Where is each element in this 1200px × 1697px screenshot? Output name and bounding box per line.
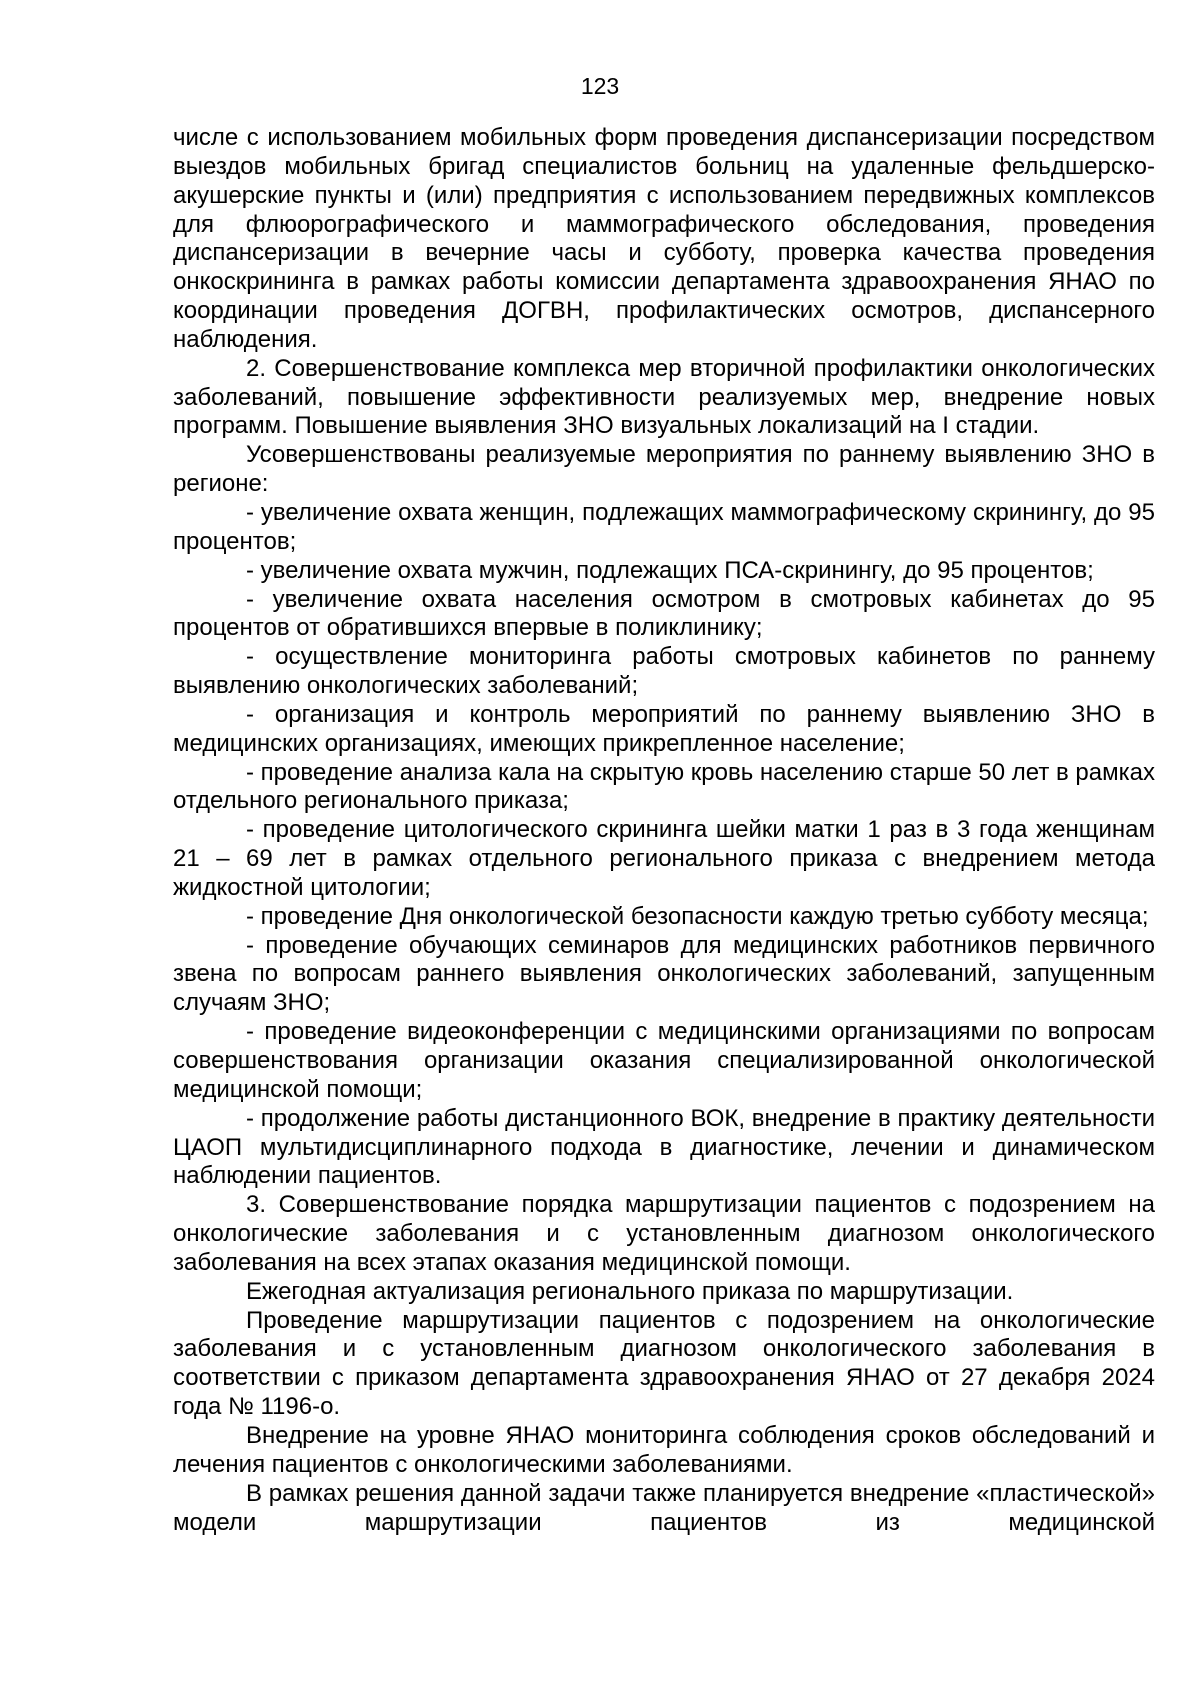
paragraph-task-2-heading: 2. Совершенствование комплекса мер вторичной профилактики онкологических заболеваний, повышение эффективности реализуемых мер, внедрение новых программ. Повышение выявления ЗНО визуальных локализаций на I стадии. (173, 354, 1155, 440)
paragraph-measures-intro: Усовершенствованы реализуемые мероприятия по раннему выявлению ЗНО в регионе: (173, 441, 1155, 498)
list-item: - увеличение охвата женщин, подлежащих маммографическому скринингу, до 95 процентов; (173, 498, 1155, 555)
paragraph-continues-next-page: В рамках решения данной задачи также планируется внедрение «пластической» модели маршрутизации пациентов из медицинской (173, 1479, 1155, 1536)
paragraph: Ежегодная актуализация регионального приказа по маршрутизации. (246, 1277, 1014, 1305)
list-item: - проведение обучающих семинаров для медицинских работников первичного звена по вопросам раннего выявления онкологических заболеваний, запущенным случаям ЗНО; (173, 931, 1155, 1017)
list-item: - проведение видеоконференции с медицинскими организациями по вопросам совершенствования организации оказания специализированной онкологической медицинской помощи; (173, 1018, 1155, 1103)
list-item: - проведение анализа кала на скрытую кровь населению старше 50 лет в рамках отдельного регионального приказа; (173, 758, 1155, 815)
list-item: - увеличение охвата населения осмотром в смотровых кабинетах до 95 процентов от обратившихся впервые в поликлинику; (173, 585, 1155, 642)
paragraph-task-3-heading: 3. Совершенствование порядка маршрутизации пациентов с подозрением на онкологические заболевания и с установленным диагнозом онкологического заболевания на всех этапах оказания медицинской помощи. (173, 1191, 1155, 1276)
list-item: - организация и контроль мероприятий по раннему выявлению ЗНО в медицинских организациях, имеющих прикрепленное население; (173, 700, 1155, 757)
page-number: 123 (580, 73, 620, 99)
list-item: - проведение цитологического скрининга шейки матки 1 раз в 3 года женщинам 21 – 69 лет в рамках отдельного регионального приказа с внедрением метода жидкостной цитологии; (173, 816, 1155, 901)
list-item: - осуществление мониторинга работы смотровых кабинетов по раннему выявлению онкологических заболеваний; (173, 643, 1155, 700)
document-body (173, 124, 1155, 1537)
paragraph: Внедрение на уровне ЯНАО мониторинга соблюдения сроков обследований и лечения пациентов с онкологическими заболеваниями. (173, 1421, 1155, 1478)
list-item: - продолжение работы дистанционного ВОК, внедрение в практику деятельности ЦАОП мультидисциплинарного подхода в диагностике, лечении и динамическом наблюдении пациентов. (173, 1104, 1155, 1190)
paragraph: Проведение маршрутизации пациентов с подозрением на онкологические заболевания и с установленным диагнозом онкологического заболевания в соответствии с приказом департамента здравоохранения ЯНАО от 27 декабря 2024 года № 1196-о. (173, 1306, 1155, 1421)
list-item: - проведение Дня онкологической безопасности каждую третью субботу месяца; (246, 902, 1149, 930)
list-item: - увеличение охвата мужчин, подлежащих ПСА-скринингу, до 95 процентов; (246, 556, 1094, 584)
paragraph-continuation: числе с использованием мобильных форм проведения диспансеризации посредством выездов мобильных бригад специалистов больниц на удаленные фельдшерско-акушерские пункты и (или) предприятия с использованием передвижных комплексов для флюорографического и маммографического обследования, проведения диспансеризации в вечерние часы и субботу, проверка качества проведения онкоскрининга в рамках работы комиссии департамента здравоохранения ЯНАО по координации проведения ДОГВН, профилактических осмотров, диспансерного наблюдения. (173, 124, 1155, 353)
